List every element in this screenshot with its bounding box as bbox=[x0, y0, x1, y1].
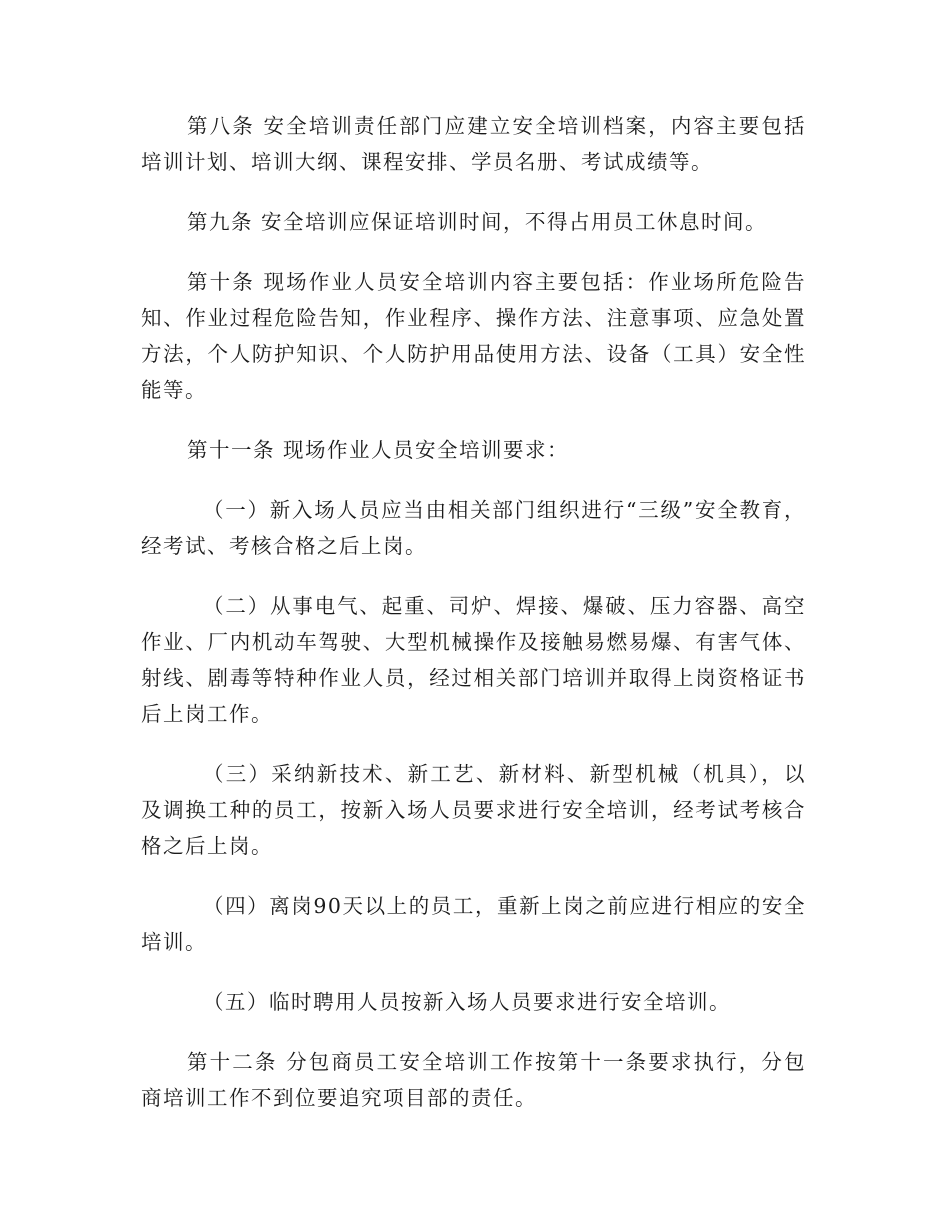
article-11-item-2: （二）从事电气、起重、司炉、焊接、爆破、压力容器、高空作业、厂内机动车驾驶、大型机械操作及接触易燃易爆、有害气体、射线、剧毒等特种作业人员，经过相关部门培训并取得上岗资格证书后上岗工作。 bbox=[141, 594, 806, 726]
article-11-item-5: （五）临时聘用人员按新入场人员要求进行安全培训。 bbox=[203, 990, 731, 1014]
article-10-paragraph: 第十条 现场作业人员安全培训内容主要包括：作业场所危险告知、作业过程危险告知，作业程序、操作方法、注意事项、应急处置方法，个人防护知识、个人防护用品使用方法、设备（工具）安全性能等。 bbox=[141, 270, 806, 402]
article-9-paragraph: 第九条 安全培训应保证培训时间，不得占用员工休息时间。 bbox=[187, 210, 768, 234]
article-8-paragraph: 第八条 安全培训责任部门应建立安全培训档案，内容主要包括培训计划、培训大纲、课程安排、学员名册、考试成绩等。 bbox=[141, 114, 806, 174]
document-body bbox=[141, 108, 806, 1140]
article-11-paragraph: 第十一条 现场作业人员安全培训要求： bbox=[187, 438, 570, 462]
article-12-paragraph: 第十二条 分包商员工安全培训工作按第十一条要求执行，分包商培训工作不到位要追究项目部的责任。 bbox=[141, 1050, 806, 1110]
article-11-item-3: （三）采纳新技术、新工艺、新材料、新型机械（机具），以及调换工种的员工，按新入场人员要求进行安全培训，经考试考核合格之后上岗。 bbox=[141, 762, 806, 858]
article-11-item-4: （四）离岗90天以上的员工，重新上岗之前应进行相应的安全培训。 bbox=[141, 894, 806, 954]
article-11-item-1: （一）新入场人员应当由相关部门组织进行“三级”安全教育，经考试、考核合格之后上岗。 bbox=[141, 498, 806, 558]
